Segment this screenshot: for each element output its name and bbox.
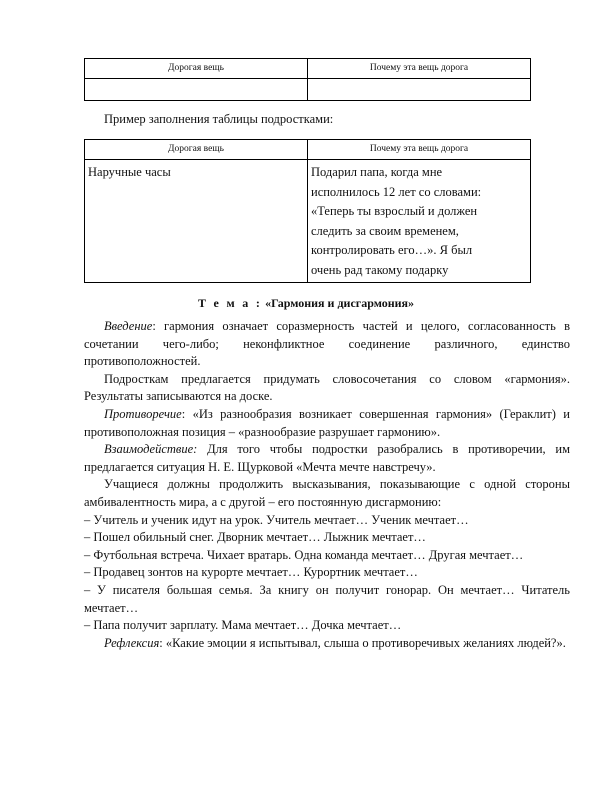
table-cell-item: Наручные часы bbox=[85, 160, 308, 283]
reason-line: Подарил папа, когда мне bbox=[311, 165, 443, 179]
dream-line: – Пошел обильный снег. Дворник мечтает… Лыжник мечтает… bbox=[84, 530, 426, 545]
topic-heading bbox=[0, 296, 612, 311]
dream-line: – Продавец зонтов на курорте мечтает… Курортник мечтает… bbox=[84, 565, 418, 580]
reason-line: исполнилось 12 лет со словами: bbox=[311, 184, 482, 199]
intro-text: : гармония означает соразмерность частей и целого, согласованность в сочетании чего-либо; неконфликтное соединение различного, единство противоположностей. bbox=[84, 319, 570, 369]
table-header-cell: Почему эта вещь дорога bbox=[308, 59, 531, 79]
example-caption: Пример заполнения таблицы подростками: bbox=[104, 112, 334, 126]
interaction-label: Взаимодействие: bbox=[104, 442, 198, 457]
reflection-label: Рефлексия bbox=[104, 635, 160, 650]
topic-label: Т е м а : bbox=[197, 296, 263, 310]
dream-line: – Футбольная встреча. Чихает вратарь. Одна команда мечтает… Другая мечтает… bbox=[84, 547, 524, 562]
reflection-text: : «Какие эмоции я испытывал, слыша о противоречивых желаниях людей?». bbox=[159, 635, 566, 650]
table-header-cell: Почему эта вещь дорога bbox=[308, 140, 531, 160]
paragraph-interaction bbox=[84, 441, 570, 476]
contradiction-label: Противоречие bbox=[104, 406, 182, 421]
topic-title: «Гармония и дисгармония» bbox=[265, 296, 415, 310]
paragraph-continue: Учащиеся должны продолжить высказывания, показывающие с одной стороны амбивалентность мира, а с другой – его постоянную дисгармонию: bbox=[84, 477, 570, 509]
paragraph-intro bbox=[84, 318, 570, 371]
contradiction-text: : «Из разнообразия возникает совершенная гармония» (Гераклит) и противоположная позиция – «разнообразие разрушает гармонию». bbox=[84, 406, 570, 439]
dream-line: – Учитель и ученик идут на урок. Учитель мечтает… Ученик мечтает… bbox=[84, 512, 469, 527]
lesson-body bbox=[84, 318, 570, 652]
reason-line: контролировать его…». Я был bbox=[311, 243, 473, 257]
dream-line: – Папа получит зарплату. Мама мечтает… Дочка мечтает… bbox=[84, 618, 402, 633]
example-valuable-things-table bbox=[84, 139, 531, 283]
empty-valuable-things-table bbox=[84, 58, 531, 101]
table-cell-reason bbox=[308, 160, 531, 283]
table-empty-cell bbox=[85, 79, 308, 101]
interaction-text: Для того чтобы подростки разобрались в противоречии, им предлагается ситуация Н. Е. Щурковой «Мечта мечте навстречу». bbox=[84, 442, 570, 474]
table-header-cell: Дорогая вещь bbox=[85, 59, 308, 79]
dream-line: – У писателя большая семья. За книгу он получит гонорар. Он мечтает… Читатель мечтает… bbox=[84, 582, 570, 615]
intro-label: Введение bbox=[104, 319, 153, 333]
paragraph-task: Подросткам предлагается придумать словосочетания со словом «гармония». Результаты записываются на доске. bbox=[84, 371, 570, 404]
table-empty-cell bbox=[308, 79, 531, 101]
reason-line: «Теперь ты взрослый и должен bbox=[311, 204, 478, 218]
reason-line: очень рад такому подарку bbox=[311, 262, 449, 277]
table-header-cell: Дорогая вещь bbox=[85, 140, 308, 160]
paragraph-reflection bbox=[84, 635, 570, 653]
paragraph-contradiction bbox=[84, 406, 570, 441]
reason-line: следить за своим временем, bbox=[311, 223, 459, 238]
